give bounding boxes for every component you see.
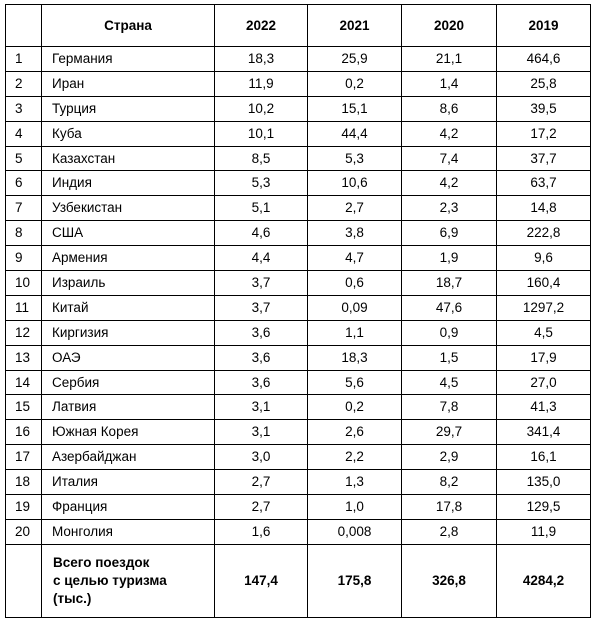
value-cell: 17,2 — [497, 121, 591, 146]
header-country: Страна — [42, 5, 215, 47]
row-index: 4 — [6, 121, 42, 146]
value-cell: 0,9 — [402, 320, 497, 345]
value-cell: 341,4 — [497, 420, 591, 445]
table-row — [6, 71, 591, 96]
value-cell: 9,6 — [497, 246, 591, 271]
value-cell: 8,2 — [402, 470, 497, 495]
value-cell: 4,5 — [402, 370, 497, 395]
country-name: США — [42, 221, 215, 246]
value-cell: 4,2 — [402, 171, 497, 196]
total-value: 175,8 — [308, 544, 402, 617]
row-index: 12 — [6, 320, 42, 345]
table-row — [6, 320, 591, 345]
row-index: 17 — [6, 445, 42, 470]
value-cell: 18,3 — [308, 345, 402, 370]
row-index: 15 — [6, 395, 42, 420]
country-name: ОАЭ — [42, 345, 215, 370]
value-cell: 1,0 — [308, 495, 402, 520]
total-label-line: (тыс.) — [53, 590, 92, 606]
value-cell: 10,2 — [215, 96, 308, 121]
country-name: Узбекистан — [42, 196, 215, 221]
row-index: 16 — [6, 420, 42, 445]
value-cell: 15,1 — [308, 96, 402, 121]
value-cell: 39,5 — [497, 96, 591, 121]
table-row — [6, 121, 591, 146]
total-label-line: с целью туризма — [53, 572, 167, 588]
value-cell: 129,5 — [497, 495, 591, 520]
country-name: Германия — [42, 47, 215, 72]
value-cell: 25,8 — [497, 71, 591, 96]
value-cell: 3,6 — [215, 320, 308, 345]
value-cell: 25,9 — [308, 47, 402, 72]
country-name: Киргизия — [42, 320, 215, 345]
country-name: Китай — [42, 295, 215, 320]
table-row — [6, 271, 591, 296]
tourism-trips-table — [5, 4, 591, 618]
country-name: Италия — [42, 470, 215, 495]
value-cell: 1297,2 — [497, 295, 591, 320]
total-label-line: Всего поездок — [53, 554, 150, 570]
value-cell: 18,7 — [402, 271, 497, 296]
row-index: 20 — [6, 519, 42, 544]
row-index: 6 — [6, 171, 42, 196]
value-cell: 37,7 — [497, 146, 591, 171]
row-index: 14 — [6, 370, 42, 395]
table-row — [6, 395, 591, 420]
value-cell: 2,2 — [308, 445, 402, 470]
country-name: Казахстан — [42, 146, 215, 171]
table-row — [6, 370, 591, 395]
value-cell: 0,09 — [308, 295, 402, 320]
header-index — [6, 5, 42, 47]
row-index: 3 — [6, 96, 42, 121]
value-cell: 464,6 — [497, 47, 591, 72]
value-cell: 3,6 — [215, 370, 308, 395]
value-cell: 1,5 — [402, 345, 497, 370]
value-cell: 2,6 — [308, 420, 402, 445]
value-cell: 29,7 — [402, 420, 497, 445]
table-row — [6, 221, 591, 246]
value-cell: 0,2 — [308, 71, 402, 96]
value-cell: 17,8 — [402, 495, 497, 520]
country-name: Индия — [42, 171, 215, 196]
value-cell: 4,7 — [308, 246, 402, 271]
country-name: Франция — [42, 495, 215, 520]
table-container — [5, 4, 591, 618]
value-cell: 0,008 — [308, 519, 402, 544]
total-value: 4284,2 — [497, 544, 591, 617]
country-name: Турция — [42, 96, 215, 121]
value-cell: 5,1 — [215, 196, 308, 221]
value-cell: 6,9 — [402, 221, 497, 246]
value-cell: 1,6 — [215, 519, 308, 544]
row-index: 8 — [6, 221, 42, 246]
row-index: 10 — [6, 271, 42, 296]
country-name: Иран — [42, 71, 215, 96]
value-cell: 47,6 — [402, 295, 497, 320]
country-name: Монголия — [42, 519, 215, 544]
table-row — [6, 420, 591, 445]
value-cell: 18,3 — [215, 47, 308, 72]
value-cell: 3,7 — [215, 271, 308, 296]
header-year-2: 2022 — [215, 5, 308, 47]
value-cell: 1,3 — [308, 470, 402, 495]
table-row — [6, 196, 591, 221]
row-index: 2 — [6, 71, 42, 96]
value-cell: 2,7 — [215, 470, 308, 495]
header-year-5: 2019 — [497, 5, 591, 47]
table-row — [6, 47, 591, 72]
total-value: 147,4 — [215, 544, 308, 617]
value-cell: 11,9 — [215, 71, 308, 96]
value-cell: 14,8 — [497, 196, 591, 221]
value-cell: 4,4 — [215, 246, 308, 271]
total-value: 326,8 — [402, 544, 497, 617]
value-cell: 3,7 — [215, 295, 308, 320]
value-cell: 27,0 — [497, 370, 591, 395]
row-index: 7 — [6, 196, 42, 221]
value-cell: 2,3 — [402, 196, 497, 221]
header-year-4: 2020 — [402, 5, 497, 47]
value-cell: 3,1 — [215, 395, 308, 420]
value-cell: 8,5 — [215, 146, 308, 171]
value-cell: 8,6 — [402, 96, 497, 121]
table-row — [6, 495, 591, 520]
value-cell: 0,2 — [308, 395, 402, 420]
table-row — [6, 445, 591, 470]
header-year-3: 2021 — [308, 5, 402, 47]
row-index: 13 — [6, 345, 42, 370]
value-cell: 2,9 — [402, 445, 497, 470]
table-row — [6, 246, 591, 271]
value-cell: 7,8 — [402, 395, 497, 420]
value-cell: 2,7 — [308, 196, 402, 221]
value-cell: 10,1 — [215, 121, 308, 146]
value-cell: 21,1 — [402, 47, 497, 72]
value-cell: 4,2 — [402, 121, 497, 146]
value-cell: 3,8 — [308, 221, 402, 246]
country-name: Латвия — [42, 395, 215, 420]
value-cell: 4,5 — [497, 320, 591, 345]
header-row — [6, 5, 591, 47]
country-name: Азербайджан — [42, 445, 215, 470]
value-cell: 63,7 — [497, 171, 591, 196]
country-name: Израиль — [42, 271, 215, 296]
total-label — [42, 544, 215, 617]
value-cell: 3,1 — [215, 420, 308, 445]
row-index: 9 — [6, 246, 42, 271]
value-cell: 4,6 — [215, 221, 308, 246]
row-index: 18 — [6, 470, 42, 495]
table-row — [6, 146, 591, 171]
value-cell: 135,0 — [497, 470, 591, 495]
country-name: Сербия — [42, 370, 215, 395]
value-cell: 0,6 — [308, 271, 402, 296]
table-row — [6, 519, 591, 544]
table-row — [6, 171, 591, 196]
total-row — [6, 544, 591, 617]
value-cell: 11,9 — [497, 519, 591, 544]
value-cell: 160,4 — [497, 271, 591, 296]
value-cell: 5,6 — [308, 370, 402, 395]
value-cell: 3,0 — [215, 445, 308, 470]
value-cell: 2,8 — [402, 519, 497, 544]
row-index: 5 — [6, 146, 42, 171]
value-cell: 41,3 — [497, 395, 591, 420]
table-row — [6, 295, 591, 320]
value-cell: 16,1 — [497, 445, 591, 470]
value-cell: 2,7 — [215, 495, 308, 520]
value-cell: 3,6 — [215, 345, 308, 370]
value-cell: 222,8 — [497, 221, 591, 246]
country-name: Южная Корея — [42, 420, 215, 445]
value-cell: 17,9 — [497, 345, 591, 370]
value-cell: 5,3 — [308, 146, 402, 171]
row-index: 19 — [6, 495, 42, 520]
total-index-empty — [6, 544, 42, 617]
value-cell: 7,4 — [402, 146, 497, 171]
row-index: 1 — [6, 47, 42, 72]
table-row — [6, 96, 591, 121]
value-cell: 1,1 — [308, 320, 402, 345]
table-row — [6, 345, 591, 370]
value-cell: 10,6 — [308, 171, 402, 196]
table-body — [6, 47, 591, 618]
value-cell: 5,3 — [215, 171, 308, 196]
country-name: Армения — [42, 246, 215, 271]
table-row — [6, 470, 591, 495]
country-name: Куба — [42, 121, 215, 146]
row-index: 11 — [6, 295, 42, 320]
value-cell: 1,4 — [402, 71, 497, 96]
value-cell: 44,4 — [308, 121, 402, 146]
value-cell: 1,9 — [402, 246, 497, 271]
